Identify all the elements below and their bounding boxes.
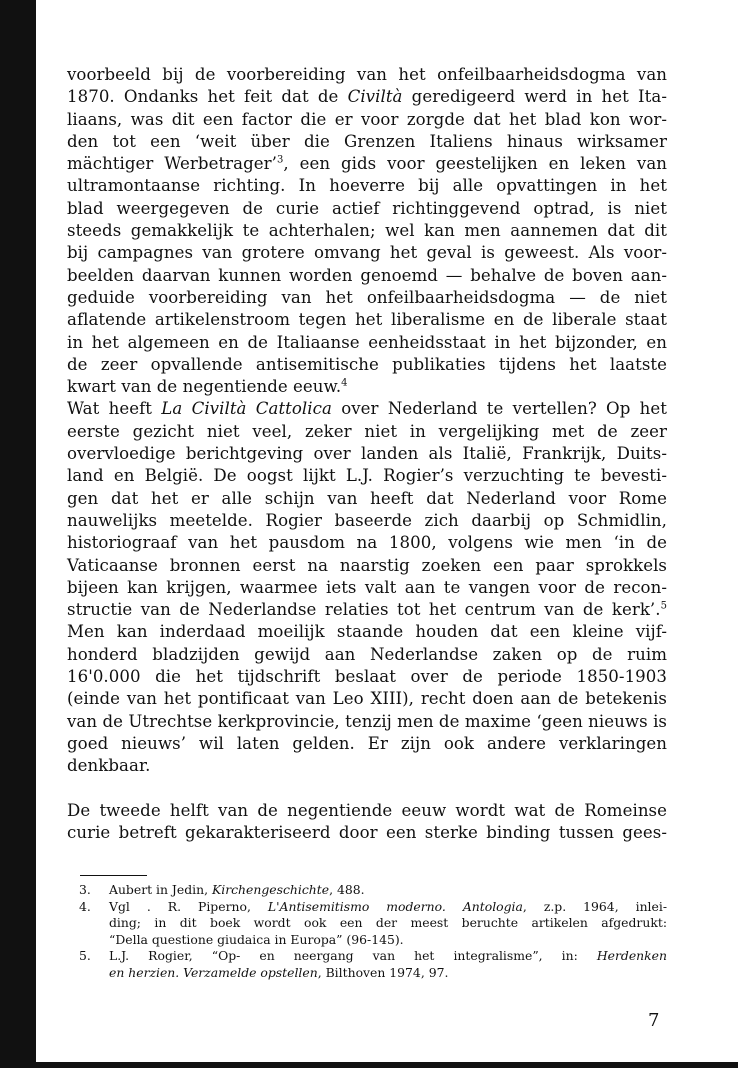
text-line: De tweede helft van de negentiende eeuw wordt wat de Romeinse [67,800,667,820]
text-line: historiograaf van het pausdom na 1800, volgens wie men ‘in de [67,533,667,553]
text-line: mächtiger Werbetrager’$^3$, een gids voor geestelijken en leken van [67,154,668,174]
text-line: 1870. Ondanks het feit dat de Civiltà geredigeerd werd in het Ita- [67,87,667,107]
footnote-number: 3. [79,882,91,898]
paragraph-1 [67,64,667,398]
footnote-number: 4. [79,898,91,914]
text-line: honderd bladzijden gewijd aan Nederlandse zaken op de ruim [67,644,667,664]
page-content [67,64,667,982]
footnote-separator [80,875,147,876]
page-number: 7 [648,1010,660,1031]
footnote-ref-3[interactable]: 3 [276,154,284,166]
text-line: den tot een ‘weit über die Grenzen Italiens hinaus wirksamer [67,131,667,151]
text-line: geduide voorbereiding van het onfeilbaarheidsdogma — de niet [67,287,667,307]
footnote-4 [79,899,667,949]
paragraph-gap [67,778,667,800]
text-line: denkbaar. [67,756,151,776]
scan-bottom-border [36,1062,738,1068]
text-line: curie betreft gekarakteriseerd door een sterke binding tussen gees- [67,822,667,842]
journal-title: La Civiltà Cattolica [161,399,332,419]
text-line: 16'0.000 die het tijdschrift beslaat over de periode 1850-1903 [67,667,667,687]
text-line: nauwelijks meetelde. Rogier baseerde zich daarbij op Schmidlin, [67,510,667,530]
text-line: bij campagnes van grotere omvang het geval is geweest. Als voor- [67,243,667,263]
text-line: blad weergegeven de curie actief richtinggevend optrad, is niet [67,198,667,218]
text-line: liaans, was dit een factor die er voor zorgde dat het blad kon wor- [67,109,667,129]
text-line: structie van de Nederlandse relaties tot het centrum van de kerk’.$^5$ [67,600,667,620]
text-line: Wat heeft La Civiltà Cattolica over Nederland te vertellen? Op het [67,399,667,419]
footnote-number: 5. [79,948,91,964]
text-line: goed nieuws’ wil laten gelden. Er zijn ook andere verklaringen [67,733,667,753]
footnote-3 [79,882,667,899]
footnote-5 [79,948,667,981]
paragraph-3 [67,800,667,845]
text-line: gen dat het er alle schijn van heeft dat Nederland voor Rome [67,488,667,508]
text-line: Men kan inderdaad moeilijk staande houden dat een kleine vijf- [67,622,667,642]
text-line: beelden daarvan kunnen worden genoemd — behalve de boven aan- [67,265,667,285]
text-line: aflatende artikelenstroom tegen het liberalisme en de liberale staat [67,310,667,330]
footnote-text: L.J. Rogier, “Op- en neergang van het integralisme”, in: Herdenken en herzien. Verzamelde opstellen, Bilthoven 1974, 97. [109,948,667,981]
text-line: voorbeeld bij de voorbereiding van het onfeilbaarheidsdogma van [67,65,667,84]
text-line: bijeen kan krijgen, waarmee iets valt aan te vangen voor de recon- [67,577,667,597]
footnote-ref-4[interactable]: 4 [341,377,348,389]
text-line: overvloedige berichtgeving over landen als Italië, Frankrijk, Duits- [67,444,667,464]
text-line: kwart van de negentiende eeuw.$^4$ [67,377,348,397]
paragraph-2 [67,398,667,777]
footnote-ref-5[interactable]: 5 [660,600,667,612]
text-line: steeds gemakkelijk te achterhalen; wel kan men aannemen dat dit [67,221,667,241]
footnotes [67,882,667,982]
text-line: Vaticaanse bronnen eerst na naarstig zoeken een paar sprokkels [67,555,667,575]
scan-left-border [0,0,36,1068]
text-line: (einde van het pontificaat van Leo XIII), recht doen aan de betekenis [67,689,667,709]
footnote-text: Aubert in Jedin, Kirchengeschichte, 488. [109,882,365,898]
text-line: in het algemeen en de Italiaanse eenheidsstaat in het bijzonder, en [67,332,667,352]
text-line: van de Utrechtse kerkprovincie, tenzij men de maxime ‘geen nieuws is [67,711,667,731]
text-line: land en België. De oogst lijkt L.J. Rogier’s verzuchting te bevesti- [67,466,667,486]
text-line: ultramontaanse richting. In hoeverre bij alle opvattingen in het [67,176,667,196]
text-line: eerste gezicht niet veel, zeker niet in vergelijking met de zeer [67,421,667,441]
journal-title: Civiltà [347,87,403,107]
text-line: de zeer opvallende antisemitische publikaties tijdens het laatste [67,354,667,374]
footnote-text: Vgl . R. Piperno, L'Antisemitismo moderno. Antologia, z.p. 1964, inlei- ding; in dit boek wordt ook een der meest beruchte artikelen afgedrukt: “Della questione giudaica in Europa” (96-145). [109,898,668,947]
